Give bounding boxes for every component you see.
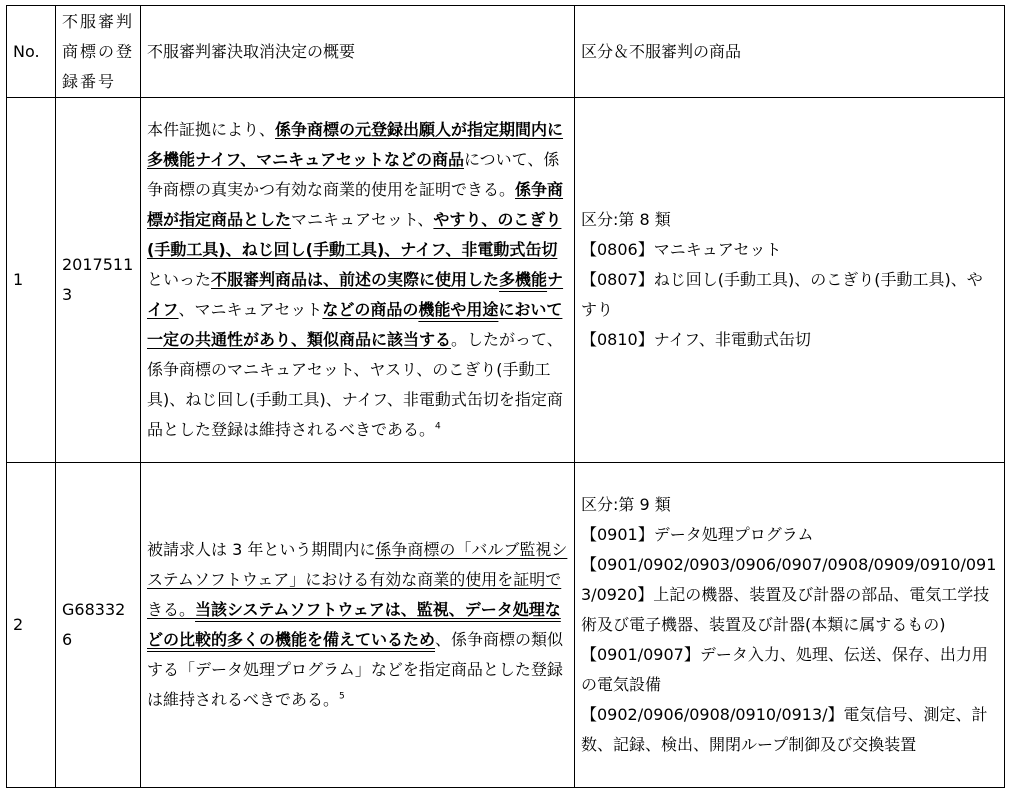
summary-text: 。したがって、係争商標のマニキュアセット、ヤスリ、のこぎり(手動工具)、ねじ回し(手動工具)、ナイフ、非電動式缶切を指定商品とした登録は維持されるべきである。 xyxy=(147,330,563,439)
summary-text: やすり、のこぎり(手動工具)、ねじ回し(手動工具)、ナイフ、非電動式缶切 xyxy=(147,210,562,259)
goods-cell xyxy=(575,98,1005,463)
summary-text: 本件証拠により、 xyxy=(147,120,276,139)
header-registration-number: 不服審判商標の登録番号 xyxy=(56,6,141,98)
goods-item: 【0901】データ処理プログラム xyxy=(581,525,814,544)
header-goods: 区分＆不服審判の商品 xyxy=(575,6,1005,98)
summary-text: について、係争商標の真実かつ有効な商業的使用を証明できる。 xyxy=(147,150,560,199)
goods-item: 【0807】ねじ回し(手動工具)、のこぎり(手動工具)、やすり xyxy=(581,270,983,319)
goods-class: 区分:第 8 類 xyxy=(581,210,671,229)
summary-text: 多機能 xyxy=(499,270,548,289)
summary-text: といった xyxy=(147,270,212,289)
table-header-row xyxy=(7,6,1005,98)
header-summary: 不服審判審決取消決定の概要 xyxy=(141,6,575,98)
row-number: 2 xyxy=(7,463,56,788)
goods-item: 【0901/0907】データ入力、処理、伝送、保存、出力用の電気設備 xyxy=(581,645,988,694)
goods-item: 【0806】マニキュアセット xyxy=(581,240,782,259)
summary-text: 係争商標が指定商品とした xyxy=(147,180,564,229)
goods-item: 【0901/0902/0903/0906/0907/0908/0909/0910/0913/0920】上記の機器、装置及び計器の部品、電気工学技術及び電子機器、装置及び計器(本類に属するもの) xyxy=(581,555,997,634)
summary-text: 係争商標の「バルブ監視システムソフトウェア」における有効な商業的使用を証明できる。 xyxy=(147,540,568,619)
header-no: No. xyxy=(7,6,56,98)
footnote-ref: 5 xyxy=(339,691,345,702)
summary-text: などの商品の xyxy=(322,300,419,319)
summary-text: 係争商標の元登録出願人が指定期間内に多機能ナイフ、マニキュアセットなどの商品 xyxy=(147,120,564,169)
summary-text: 不服審判商品は、前述の実際に使用した xyxy=(211,270,500,289)
summary-text: 機能や用途 xyxy=(418,300,499,319)
goods-item: 【0810】ナイフ、非電動式缶切 xyxy=(581,330,811,349)
registration-number: 20175113 xyxy=(56,98,141,463)
summary-text: において一定の共通性があり、類似商品に該当する xyxy=(147,300,563,349)
goods-item: 【0902/0906/0908/0910/0913/】電気信号、測定、計数、記録、検出、開閉ループ制御及び交換装置 xyxy=(581,705,988,754)
registration-number: G683326 xyxy=(56,463,141,788)
table-row xyxy=(7,463,1005,788)
goods-class: 区分:第 9 類 xyxy=(581,495,671,514)
table-row xyxy=(7,98,1005,463)
review-table xyxy=(6,5,1005,788)
decision-summary xyxy=(141,463,575,788)
summary-text: ナイフ xyxy=(147,270,564,319)
summary-text: 、マニキュアセット xyxy=(178,300,323,319)
summary-text: 被請求人は 3 年という期間内に xyxy=(147,540,376,559)
row-number: 1 xyxy=(7,98,56,463)
footnote-ref: 4 xyxy=(435,421,441,432)
summary-text: 当該システムソフトウェアは、監視、データ処理などの比較的多くの機能を備えているため xyxy=(147,600,561,649)
summary-text: マニキュアセット、 xyxy=(291,210,434,229)
summary-text: 、係争商標の類似する「データ処理プログラム」などを指定商品とした登録は維持されるべきである。 xyxy=(147,630,564,709)
decision-summary xyxy=(141,98,575,463)
goods-cell xyxy=(575,463,1005,788)
